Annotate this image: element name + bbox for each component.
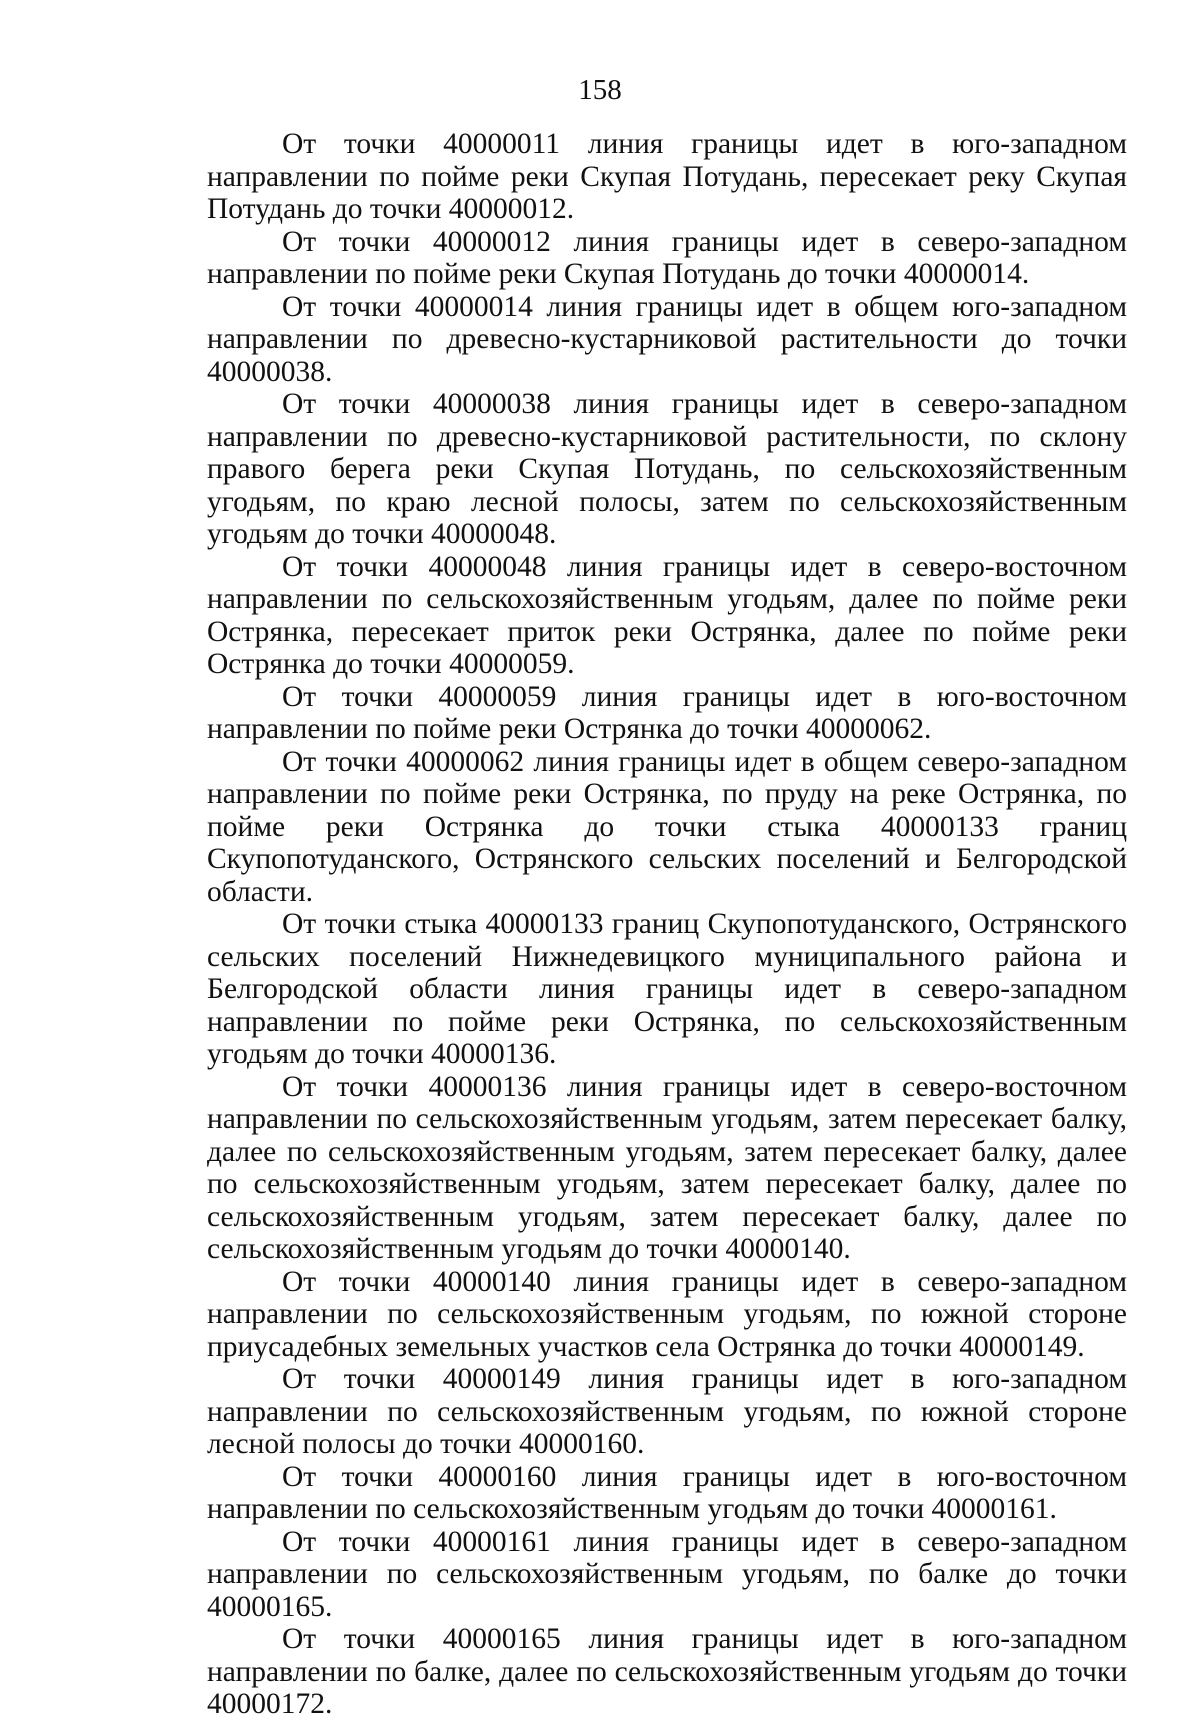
paragraph-3: От точки 40000014 линия границы идет в общем юго-западном направлении по древесно-кустарниковой растительности до точки 40000038. (207, 290, 1127, 388)
paragraph-1: От точки 40000011 линия границы идет в юго-западном направлении по пойме реки Скупая Потудань, пересекает реку Скупая Потудань до точки 40000012. (207, 128, 1127, 225)
paragraph-13: От точки 40000161 линия границы идет в северо-западном направлении по сельскохозяйственным угодьям, по балке до точки 40000165. (207, 1525, 1127, 1623)
paragraph-2: От точки 40000012 линия границы идет в северо-западном направлении по пойме реки Скупая Потудань до точки 40000014. (207, 225, 1127, 290)
paragraph-7: От точки 40000062 линия границы идет в общем северо-западном направлении по пойме реки Острянка, по пруду на реке Острянка, по пойме реки Острянка до точки стыка 40000133 границ Скупопотуданского, Острянского сельских поселений и Белгородской области. (207, 745, 1127, 908)
paragraph-4: От точки 40000038 линия границы идет в северо-западном направлении по древесно-кустарниковой растительности, по склону правого берега реки Скупая Потудань, по сельскохозяйственным угодьям, по краю лесной полосы, затем по сельскохозяйственным угодьям до точки 40000048. (207, 388, 1127, 550)
document-body (207, 128, 1127, 1721)
paragraph-9: От точки 40000136 линия границы идет в северо-восточном направлении по сельскохозяйственным угодьям, затем пересекает балку, далее по сельскохозяйственным угодьям, затем пересекает балку, далее по сельскохозяйственным угодьям, затем пересекает балку, далее по сельскохозяйственным угодьям, затем пересекает балку, далее по сельскохозяйственным угодьям до точки 40000140. (207, 1070, 1127, 1265)
paragraph-12: От точки 40000160 линия границы идет в юго-восточном направлении по сельскохозяйственным угодьям до точки 40000161. (207, 1460, 1127, 1525)
paragraph-8: От точки стыка 40000133 границ Скупопотуданского, Острянского сельских поселений Нижнедевицкого муниципального района и Белгородской области линия границы идет в северо-западном направлении по пойме реки Острянка, по сельскохозяйственным угодьям до точки 40000136. (207, 908, 1127, 1070)
page-number: 158 (578, 74, 622, 106)
paragraph-10: От точки 40000140 линия границы идет в северо-западном направлении по сельскохозяйственным угодьям, по южной стороне приусадебных земельных участков села Острянка до точки 40000149. (207, 1265, 1127, 1363)
paragraph-5: От точки 40000048 линия границы идет в северо-восточном направлении по сельскохозяйственным угодьям, далее по пойме реки Острянка, пересекает приток реки Острянка, далее по пойме реки Острянка до точки 40000059. (207, 550, 1127, 680)
paragraph-11: От точки 40000149 линия границы идет в юго-западном направлении по сельскохозяйственным угодьям, по южной стороне лесной полосы до точки 40000160. (207, 1363, 1127, 1460)
paragraph-6: От точки 40000059 линия границы идет в юго-восточном направлении по пойме реки Острянка до точки 40000062. (207, 680, 1127, 745)
paragraph-14: От точки 40000165 линия границы идет в юго-западном направлении по балке, далее по сельскохозяйственным угодьям до точки 40000172. (207, 1623, 1127, 1720)
